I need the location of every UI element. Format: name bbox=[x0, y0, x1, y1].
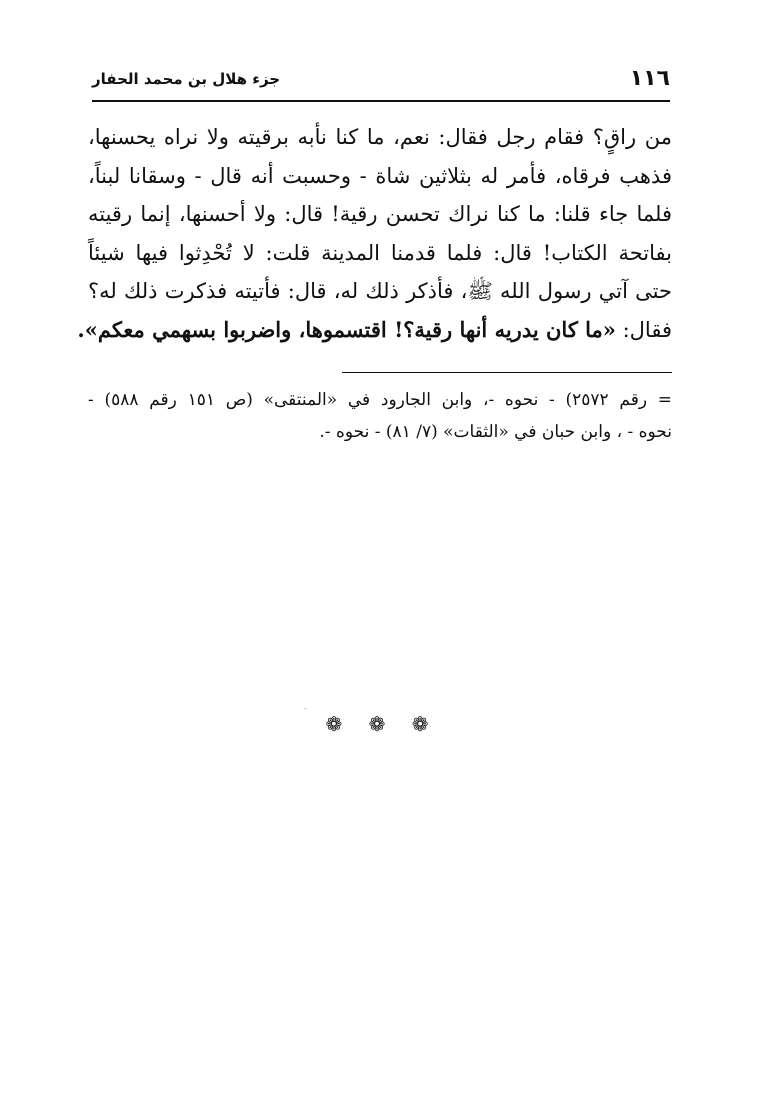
stray-mark bbox=[304, 708, 307, 709]
footnote-line: نحوه - ، وابن حبان في «الثقات» (٧/ ٨١) - نحوه -. bbox=[319, 422, 672, 442]
footnote-separator bbox=[342, 372, 672, 373]
section-ornament: ❁ ❁ ❁ bbox=[325, 712, 439, 736]
main-text bbox=[77, 118, 672, 350]
hadith-quote: «ما كان يدريه أنها رقية؟! اقتسموها، واضربوا بسهمي معكم». bbox=[77, 316, 616, 342]
text-line: من راقٍ؟ فقام رجل فقال: نعم، ما كنا نأبه برقيته ولا نراه يحسنها، bbox=[88, 125, 672, 149]
text-line: حتى آتي رسول الله ﷺ، فأذكر ذلك له، قال: فأتيته فذكرت ذلك له؟ bbox=[88, 279, 672, 304]
text-line: فذهب فرقاه، فأمر له بثلاثين شاة - وحسبت أنه قال - وسقانا لبناً، bbox=[88, 163, 672, 188]
page-header bbox=[92, 64, 670, 98]
footnotes bbox=[88, 384, 672, 448]
header-rule bbox=[92, 100, 670, 102]
text-line-last bbox=[77, 311, 672, 350]
last-line-lead: فقال: bbox=[622, 317, 672, 342]
text-line: فلما جاء قلنا: ما كنا نراك تحسن رقية! قال: ولا أحسنها، إنما رقيته bbox=[88, 202, 672, 227]
page-number: ١١٦ bbox=[629, 66, 670, 91]
running-title: جزء هلال بن محمد الحفار bbox=[92, 70, 281, 88]
text-line: بفاتحة الكتاب! قال: فلما قدمنا المدينة قلت: لا تُحْدِثوا فيها شيئاً bbox=[88, 240, 672, 265]
footnote-line: = رقم ٢٥٧٢) - نحوه -، وابن الجارود في «المنتقى» (ص ١٥١ رقم ٥٨٨) - bbox=[88, 390, 672, 410]
